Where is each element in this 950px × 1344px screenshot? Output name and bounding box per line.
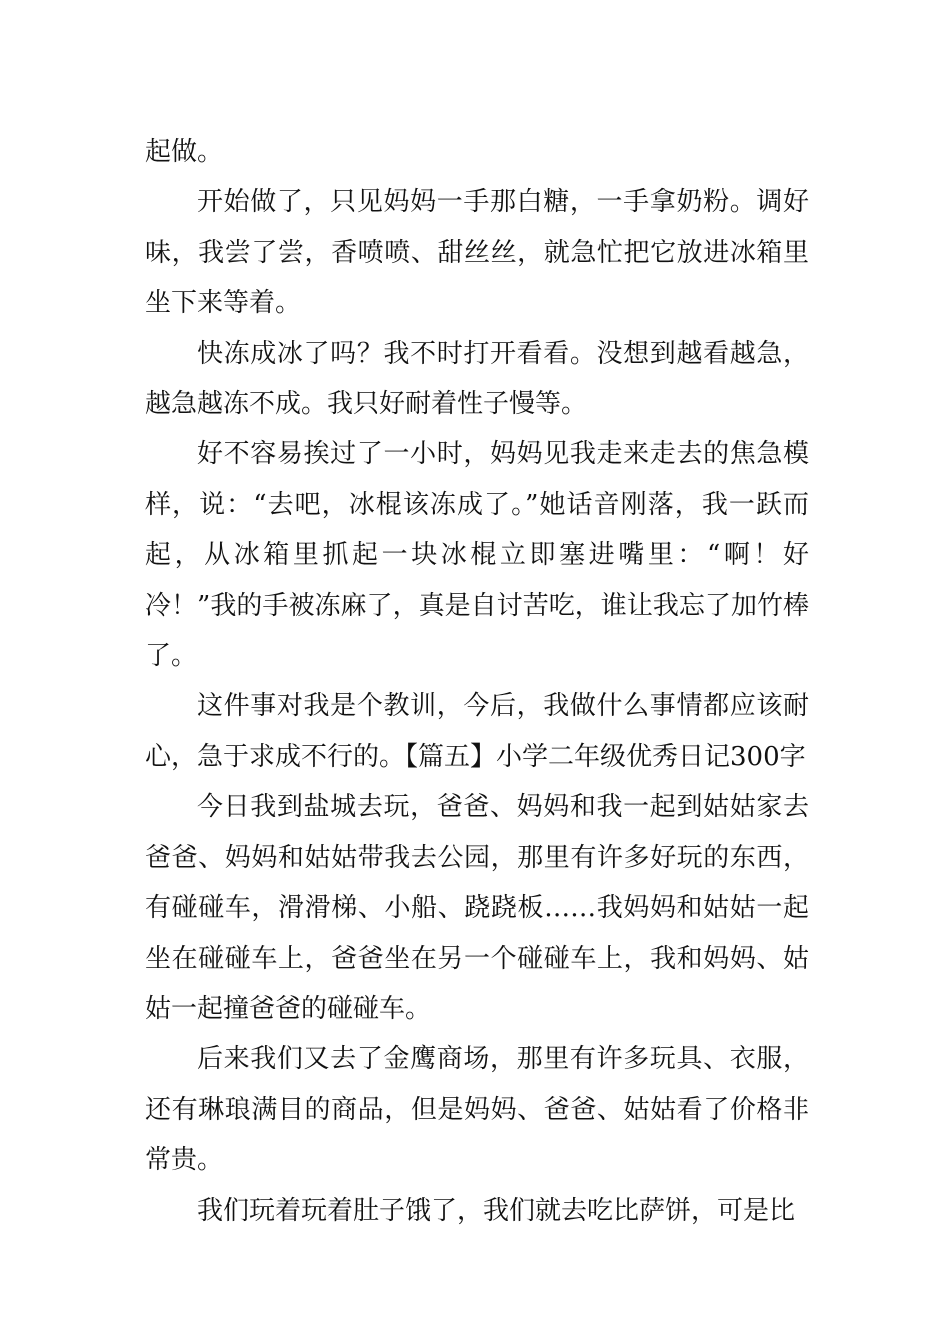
- paragraph-8: 我们玩着玩着肚子饿了，我们就去吃比萨饼，可是比: [197, 1195, 796, 1226]
- paragraph-3: 快冻成冰了吗？我不时打开看看。没想到越看越急，越急越冻不成。我只好耐着性子慢等。: [145, 338, 809, 420]
- paragraph-5: 这件事对我是个教训，今后，我做什么事情都应该耐心，急于求成不行的。【篇五】小学二年级优秀日记300字: [145, 691, 809, 772]
- paragraph-4: 好不容易挨过了一小时，妈妈见我走来走去的焦急模样，说：“去吧，冰棍该冻成了。”她话音刚落，我一跃而起，从冰箱里抓起一块冰棍立即塞进嘴里：“啊！好冷！”我的手被冻麻了，真是自讨苦吃，谁让我忘了加竹棒了。: [145, 439, 809, 672]
- paragraph-7: 后来我们又去了金鹰商场，那里有许多玩具、衣服，还有琳琅满目的商品，但是妈妈、爸爸、姑姑看了价格非常贵。: [145, 1044, 809, 1176]
- paragraph-2: 开始做了，只见妈妈一手那白糖，一手拿奶粉。调好味，我尝了尝，香喷喷、甜丝丝，就急忙把它放进冰箱里坐下来等着。: [145, 187, 809, 319]
- paragraph-6: 今日我到盐城去玩，爸爸、妈妈和我一起到姑姑家去爸爸、妈妈和姑姑带我去公园，那里有许多好玩的东西，有碰碰车，滑滑梯、小船、跷跷板……我妈妈和姑姑一起坐在碰碰车上，爸爸坐在另一个碰碰车上，我和妈妈、姑姑一起撞爸爸的碰碰车。: [145, 792, 809, 1024]
- document-body: [145, 127, 809, 1236]
- paragraph-1: 起做。: [145, 137, 224, 167]
